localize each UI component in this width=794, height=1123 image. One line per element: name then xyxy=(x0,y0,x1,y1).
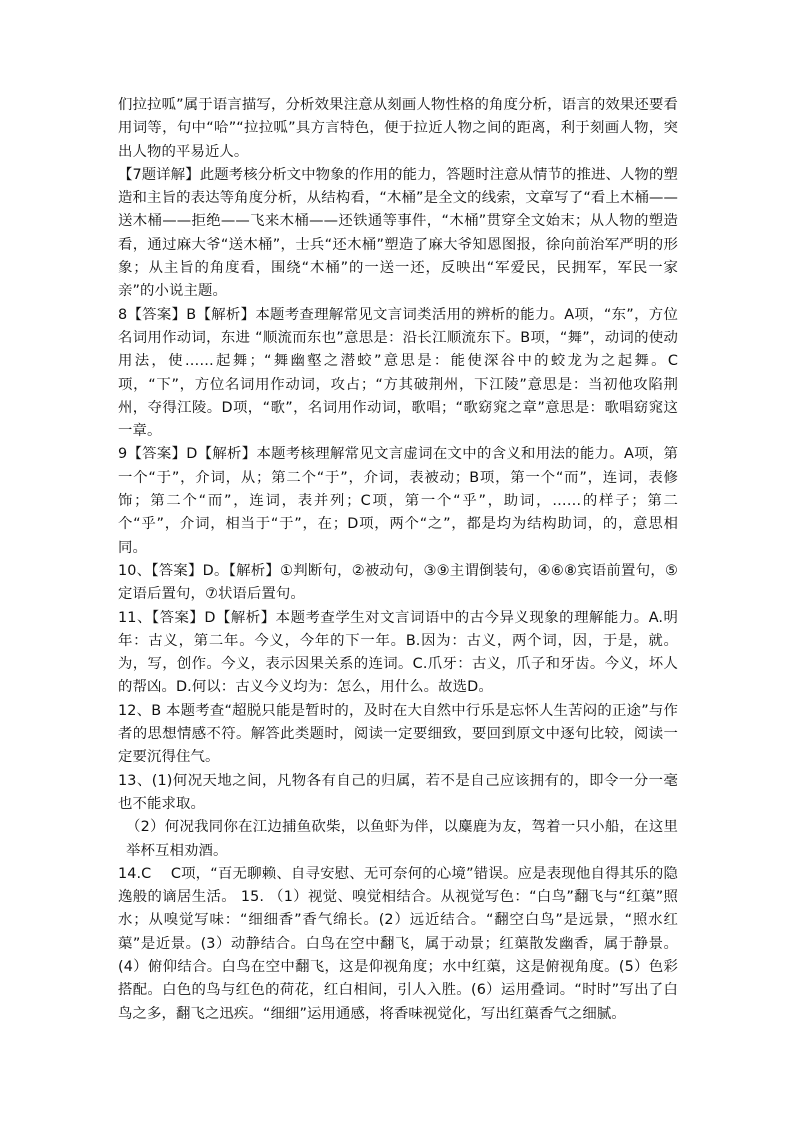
paragraph-answer-8: 8【答案】B【解析】本题考查理解常见文言词类活用的辨析的能力。A项，“东”，方位名词用作动词，东进 “顺流而东也”意思是：沿长江顺流东下。B项，“舞”，动词的使动用法，使……起舞；“舞幽壑之潜蛟”意思是：能使深谷中的蛟龙为之起舞。C项，“下”，方位名词用作动词，攻占；“方其破荆州，下江陵”意思是：当初他攻陷荆州，夺得江陵。D项，“歌”，名词用作动词，歌唱；“歌窈窕之章”意思是：歌唱窈窕这一章。 xyxy=(118,306,678,440)
paragraph-answer-10: 10、【答案】D。【解析】①判断句，②被动句，③⑨主谓倒装句，④⑥⑧宾语前置句，⑤定语后置句，⑦状语后置句。 xyxy=(118,562,678,603)
paragraph-7-analysis-end: 们拉拉呱”属于语言描写，分析效果注意从刻画人物性格的角度分析，语言的效果还要看用词等，句中“哈”“拉拉呱”具方言特色，便于拉近人物之间的距离，利于刻画人物，突出人物的平易近人。 xyxy=(118,97,678,160)
paragraph-answer-12: 12、B 本题考查“超脱只能是暂时的，及时在大自然中行乐是忘怀人生苦闷的正途”与作者的思想情感不符。解答此类题时，阅读一定要细致，要回到原文中逐句比较，阅读一定要沉得住气。 xyxy=(118,702,678,766)
paragraph-answer-13-part-2: （2）何况我同你在江边捕鱼砍柴，以鱼虾为伴，以麋鹿为友，驾着一只小船，在这里举杯互相劝酒。 xyxy=(126,819,678,859)
paragraph-answer-11: 11、【答案】D【解析】本题考查学生对文言词语中的古今异义现象的理解能力。A.明年：古义，第二年。今义，今年的下一年。B.因为：古义，两个词，因，于是，就。为，写，创作。今义，表示因果关系的连词。C.爪牙：古义，爪子和牙齿。今义，坏人的帮凶。D.何以：古义今义均为：怎么，用什么。故选D。 xyxy=(118,609,678,696)
document-page xyxy=(118,94,678,1026)
paragraph-answer-9: 9【答案】D【解析】本题考核理解常见文言虚词在文中的含义和用法的能力。A项，第一个“于”，介词，从；第二个“于”，介词，表被动；B项，第一个“而”，连词，表修饰；第二个“而”，连词，表并列；C项，第一个“乎”，助词，……的样子；第二个“乎”，介词，相当于“于”，在；D项，两个“之”，都是均为结构助词，的，意思相同。 xyxy=(118,446,678,556)
paragraph-answer-14-15: 14.C C项，“百无聊赖、自寻安慰、无可奈何的心境”错误。应是表现他自得其乐的隐逸般的谪居生活。 15. （1）视觉、嗅觉相结合。从视觉写色：“白鸟”翻飞与“红蕖”照水；从嗅觉写味：“细细香”香气绵长。(2）远近结合。“翻空白鸟”是远景，“照水红蕖”是近景。(3）动静结合。白鸟在空中翻飞，属于动景；红蕖散发幽香，属于静景。(4）俯仰结合。白鸟在空中翻飞，这是仰视角度；水中红蕖，这是俯视角度。(5）色彩搭配。白色的鸟与红色的荷花，红白相间，引人入胜。(6）运用叠词。“时时”写出了白鸟之多，翻飞之迅疾。“细细”运用通感，将香味视觉化，写出红蕖香气之细腻。 xyxy=(118,865,678,1022)
paragraph-7-detail: 【7题详解】此题考核分析文中物象的作用的能力，答题时注意从情节的推进、人物的塑造和主旨的表达等角度分析，从结构看，“木桶”是全文的线索，文章写了“看上木桶——送木桶——拒绝——飞来木桶——还铁通等事件，“木桶”贯穿全文始末；从人物的塑造看，通过麻大爷“送木桶”，士兵“还木桶”塑造了麻大爷知恩图报，徐向前治军严明的形象；从主旨的角度看，围绕“木桶”的一送一还，反映出“军爱民，民拥军，军民一家亲”的小说主题。 xyxy=(118,166,678,300)
paragraph-answer-13-part-1: 13、(1)何况天地之间，凡物各有自己的归属，若不是自己应该拥有的，即令一分一毫也不能求取。 xyxy=(118,772,678,812)
